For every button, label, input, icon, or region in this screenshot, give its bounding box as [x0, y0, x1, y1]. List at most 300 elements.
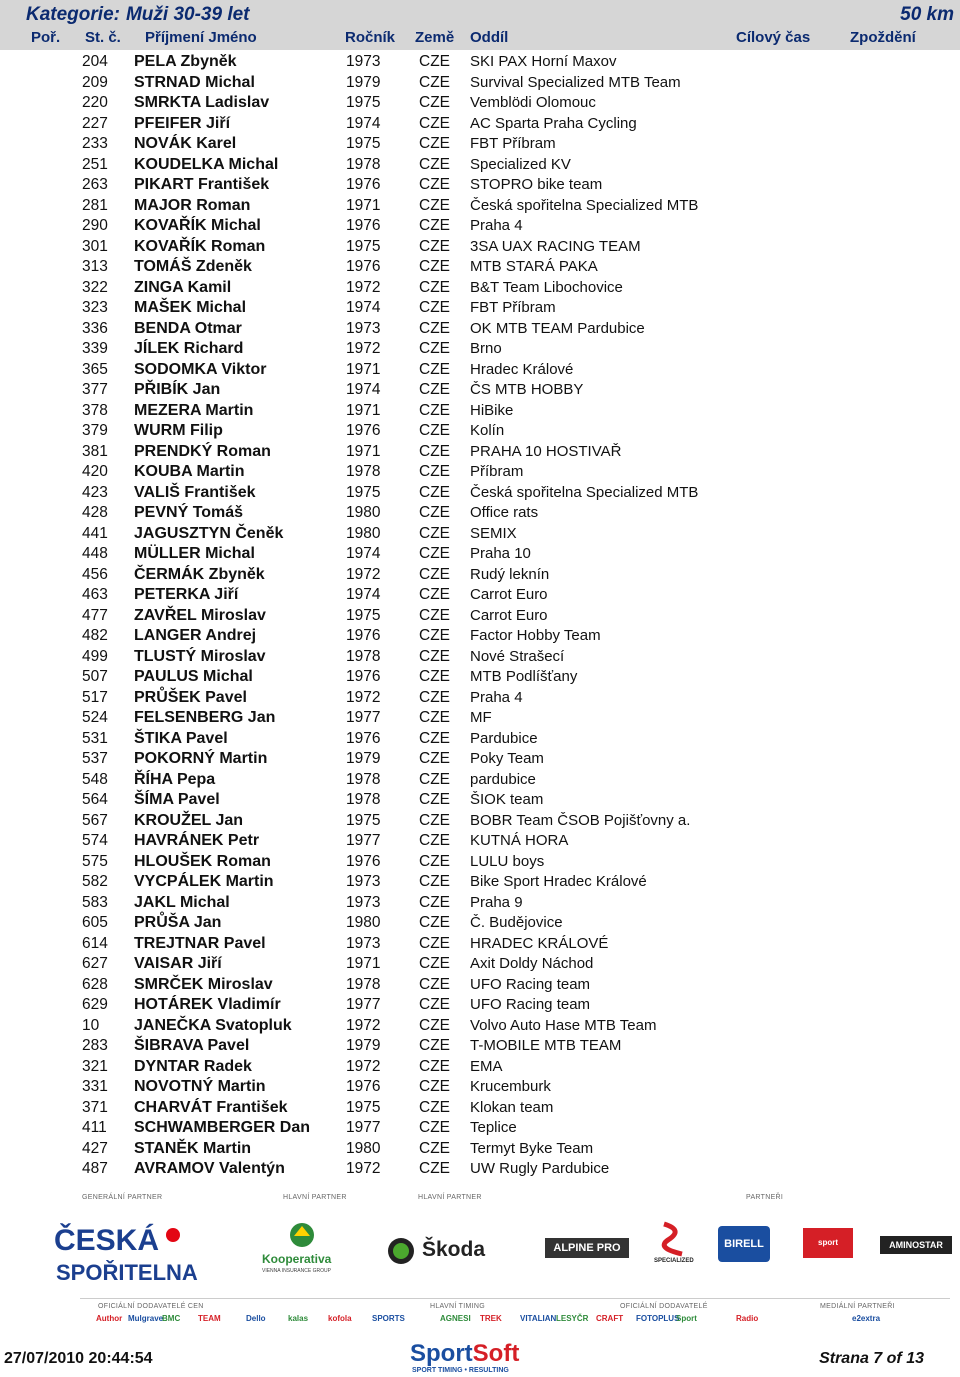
year-cell: 1976: [346, 1078, 381, 1095]
partners-label: PARTNEŘI: [746, 1194, 784, 1201]
name-cell: SODOMKA Viktor: [134, 360, 267, 378]
country-cell: CZE: [419, 196, 450, 214]
country-cell: CZE: [419, 401, 450, 419]
club-cell: STOPRO bike team: [470, 176, 603, 193]
name-cell: POKORNÝ Martin: [134, 750, 268, 767]
table-row: [0, 606, 960, 627]
name-cell: PFEIFER Jiří: [134, 114, 231, 132]
table-row: [0, 667, 960, 688]
year-cell: 1976: [346, 422, 381, 439]
year-cell: 1977: [346, 709, 381, 726]
name-cell: MAŠEK Michal: [134, 299, 247, 316]
country-cell: CZE: [419, 176, 450, 193]
table-row: [0, 626, 960, 647]
club-cell: Rudý leknín: [470, 565, 550, 583]
col-club: Oddíl: [470, 29, 509, 46]
name-cell: PRŮŠEK Pavel: [134, 688, 247, 706]
country-cell: CZE: [419, 852, 450, 870]
year-cell: 1976: [346, 668, 381, 685]
bib-cell: 365: [82, 360, 108, 378]
year-cell: 1980: [346, 1139, 381, 1157]
bib-cell: 381: [82, 442, 108, 460]
club-cell: Termyt Byke Team: [470, 1139, 594, 1157]
year-cell: 1972: [346, 1160, 381, 1177]
country-cell: CZE: [419, 606, 450, 624]
bib-cell: 537: [82, 750, 108, 767]
bib-cell: 313: [82, 258, 108, 275]
distance: 50 km: [900, 4, 954, 25]
sponsor-divider: [80, 1298, 950, 1299]
col-name: Příjmení Jméno: [145, 29, 257, 46]
table-row: [0, 729, 960, 750]
official-supplier-label: OFICIÁLNÍ DODAVATELÉ CEN: [98, 1303, 204, 1310]
year-cell: 1977: [346, 832, 381, 849]
table-row: [0, 749, 960, 770]
sponsor-area: [0, 1190, 960, 1330]
country-cell: CZE: [419, 524, 450, 542]
table-row: [0, 811, 960, 832]
country-cell: CZE: [419, 1037, 450, 1054]
bib-cell: 499: [82, 647, 108, 665]
table-row: [0, 565, 960, 586]
year-cell: 1972: [346, 565, 381, 583]
club-cell: SEMIX: [470, 524, 517, 542]
kooperativa-text: Kooperativa: [262, 1252, 332, 1266]
country-cell: CZE: [419, 319, 450, 337]
table-row: [0, 708, 960, 729]
year-cell: 1972: [346, 1057, 381, 1075]
club-cell: ŠIOK team: [470, 791, 544, 808]
club-cell: UFO Racing team: [470, 975, 591, 993]
country-cell: CZE: [419, 586, 450, 603]
club-cell: Specialized KV: [470, 155, 571, 173]
results-table: [0, 52, 960, 1180]
year-cell: 1979: [346, 1037, 381, 1054]
col-delay: Zpoždění: [850, 29, 916, 46]
page-number: Strana 7 of 13: [819, 1350, 924, 1367]
club-cell: Nové Strašecí: [470, 647, 565, 665]
bib-cell: 487: [82, 1160, 108, 1177]
name-cell: KOUBA Martin: [134, 463, 245, 480]
club-cell: Příbram: [470, 463, 524, 480]
bib-cell: 629: [82, 996, 108, 1013]
club-cell: Poky Team: [470, 750, 544, 767]
year-cell: 1974: [346, 114, 381, 132]
name-cell: TOMÁŠ Zdeněk: [134, 258, 252, 275]
small-sponsor-logo: e2extra: [852, 1314, 881, 1323]
name-cell: WURM Filip: [134, 422, 223, 439]
table-row: [0, 257, 960, 278]
bib-cell: 10: [82, 1016, 100, 1034]
table-row: [0, 421, 960, 442]
small-sponsor-logo: Mulgrave: [128, 1314, 164, 1323]
country-cell: CZE: [419, 1139, 450, 1157]
name-cell: JAGUSZTYN Čeněk: [134, 524, 284, 542]
name-cell: ŠÍMA Pavel: [134, 791, 220, 808]
year-cell: 1976: [346, 852, 381, 870]
name-cell: TREJTNAR Pavel: [134, 934, 266, 952]
club-cell: Survival Specialized MTB Team: [470, 73, 681, 91]
small-sponsor-logo: VITALIAN: [520, 1314, 557, 1323]
small-sponsor-logo: TREK: [480, 1314, 502, 1323]
year-cell: 1980: [346, 914, 381, 931]
year-cell: 1976: [346, 176, 381, 193]
table-row: [0, 401, 960, 422]
bib-cell: 423: [82, 483, 108, 501]
country-cell: CZE: [419, 750, 450, 767]
name-cell: ŠIBRAVA Pavel: [134, 1037, 250, 1054]
table-row: [0, 770, 960, 791]
name-cell: HOTÁREK Vladimír: [134, 996, 281, 1013]
club-cell: Praha 9: [470, 893, 523, 911]
kooperativa-emblem: [282, 1220, 322, 1250]
club-cell: Krucemburk: [470, 1078, 551, 1095]
bib-cell: 323: [82, 299, 108, 316]
table-row: [0, 1057, 960, 1078]
table-row: [0, 360, 960, 381]
ceska-sporitelna-logo: [54, 1224, 224, 1294]
sportsoft-text-2: Soft: [472, 1340, 520, 1367]
club-cell: SKI PAX Horní Maxov: [470, 53, 617, 70]
club-cell: AC Sparta Praha Cycling: [470, 114, 637, 132]
col-position: Poř.: [31, 29, 61, 46]
table-row: [0, 175, 960, 196]
country-cell: CZE: [419, 1098, 450, 1116]
name-cell: MAJOR Roman: [134, 196, 251, 214]
year-cell: 1976: [346, 627, 381, 644]
name-cell: PEVNÝ Tomáš: [134, 504, 244, 521]
year-cell: 1979: [346, 73, 381, 91]
bib-cell: 420: [82, 463, 108, 480]
year-cell: 1972: [346, 688, 381, 706]
name-cell: PAULUS Michal: [134, 668, 253, 685]
table-row: [0, 73, 960, 94]
year-cell: 1971: [346, 442, 381, 460]
year-cell: 1976: [346, 258, 381, 275]
year-cell: 1972: [346, 340, 381, 357]
club-cell: T-MOBILE MTB TEAM: [470, 1037, 622, 1054]
club-cell: ČS MTB HOBBY: [470, 381, 584, 398]
table-row: [0, 483, 960, 504]
table-row: [0, 134, 960, 155]
name-cell: TLUSTÝ Miroslav: [134, 647, 266, 665]
table-row: [0, 442, 960, 463]
country-cell: CZE: [419, 545, 450, 562]
general-partner-label: GENERÁLNÍ PARTNER: [82, 1194, 163, 1201]
bib-cell: 322: [82, 278, 108, 296]
year-cell: 1978: [346, 647, 381, 665]
table-row: [0, 893, 960, 914]
country-cell: CZE: [419, 791, 450, 808]
table-row: [0, 278, 960, 299]
print-timestamp: 27/07/2010 20:44:54: [4, 1350, 153, 1367]
bib-cell: 482: [82, 627, 108, 644]
year-cell: 1971: [346, 401, 381, 419]
table-row: [0, 216, 960, 237]
year-cell: 1974: [346, 586, 381, 603]
bib-cell: 575: [82, 852, 108, 870]
name-cell: FELSENBERG Jan: [134, 709, 276, 726]
club-cell: LULU boys: [470, 852, 545, 870]
country-cell: CZE: [419, 53, 450, 70]
year-cell: 1972: [346, 1016, 381, 1034]
bib-cell: 583: [82, 893, 108, 911]
table-row: [0, 934, 960, 955]
year-cell: 1973: [346, 873, 381, 890]
year-cell: 1978: [346, 770, 381, 788]
year-cell: 1975: [346, 1098, 381, 1116]
name-cell: PIKART František: [134, 176, 270, 193]
bib-cell: 427: [82, 1139, 108, 1157]
country-cell: CZE: [419, 893, 450, 911]
country-cell: CZE: [419, 114, 450, 132]
bib-cell: 321: [82, 1057, 108, 1075]
country-cell: CZE: [419, 832, 450, 849]
small-sponsor-logo: Sport: [676, 1314, 697, 1323]
club-cell: HiBike: [470, 401, 514, 419]
page-footer: [0, 1340, 960, 1377]
bib-cell: 448: [82, 545, 108, 562]
category-value: Muži 30-39 let: [125, 4, 250, 25]
year-cell: 1971: [346, 955, 381, 972]
bib-cell: 233: [82, 135, 108, 152]
country-cell: CZE: [419, 1078, 450, 1095]
year-cell: 1972: [346, 278, 381, 296]
table-row: [0, 954, 960, 975]
column-headers: [0, 29, 960, 47]
kooperativa-sub: VIENNA INSURANCE GROUP: [262, 1268, 331, 1274]
name-cell: STANĚK Martin: [134, 1139, 252, 1157]
country-cell: CZE: [419, 73, 450, 91]
club-cell: Praha 4: [470, 688, 523, 706]
country-cell: CZE: [419, 709, 450, 726]
bib-cell: 411: [82, 1119, 107, 1136]
club-cell: Vemblödi Olomouc: [470, 94, 596, 111]
bib-cell: 477: [82, 606, 108, 624]
bib-cell: 339: [82, 340, 108, 357]
bib-cell: 331: [82, 1078, 108, 1095]
name-cell: KROUŽEL Jan: [134, 811, 244, 829]
club-cell: PRAHA 10 HOSTIVAŘ: [470, 442, 622, 460]
col-country: Země: [415, 29, 455, 46]
country-cell: CZE: [419, 340, 450, 357]
bib-cell: 567: [82, 811, 108, 829]
club-cell: BOBR Team ČSOB Pojišťovny a.: [470, 811, 691, 829]
country-cell: CZE: [419, 565, 450, 583]
name-cell: HLOUŠEK Roman: [134, 852, 271, 870]
year-cell: 1973: [346, 53, 381, 70]
name-cell: NOVOTNÝ Martin: [134, 1078, 266, 1095]
club-cell: MF: [470, 709, 492, 726]
main-partner-label-2: HLAVNÍ PARTNER: [418, 1194, 482, 1201]
bib-cell: 524: [82, 709, 108, 726]
year-cell: 1971: [346, 196, 381, 214]
name-cell: CHARVÁT František: [134, 1098, 288, 1116]
club-cell: OK MTB TEAM Pardubice: [470, 319, 645, 337]
bib-cell: 263: [82, 176, 108, 193]
year-cell: 1975: [346, 135, 381, 152]
bib-cell: 441: [82, 524, 108, 542]
bib-cell: 428: [82, 504, 108, 521]
club-cell: pardubice: [470, 770, 536, 788]
bib-cell: 377: [82, 381, 108, 398]
year-cell: 1974: [346, 381, 381, 398]
ceska-logo-line2: SPOŘITELNA: [56, 1260, 198, 1285]
bib-cell: 517: [82, 688, 108, 706]
year-cell: 1978: [346, 975, 381, 993]
country-cell: CZE: [419, 258, 450, 275]
table-row: [0, 647, 960, 668]
bib-cell: 574: [82, 832, 108, 849]
country-cell: CZE: [419, 873, 450, 890]
table-row: [0, 93, 960, 114]
country-cell: CZE: [419, 94, 450, 111]
name-cell: HAVRÁNEK Petr: [134, 832, 260, 849]
bib-cell: 378: [82, 401, 108, 419]
bib-cell: 379: [82, 422, 108, 439]
small-sponsor-logo: SPORTS: [372, 1314, 405, 1323]
country-cell: CZE: [419, 504, 450, 521]
year-cell: 1973: [346, 934, 381, 952]
name-cell: LANGER Andrej: [134, 627, 257, 644]
country-cell: CZE: [419, 647, 450, 665]
country-cell: CZE: [419, 422, 450, 439]
col-year: Ročník: [345, 29, 396, 46]
country-cell: CZE: [419, 278, 450, 296]
year-cell: 1978: [346, 155, 381, 173]
table-row: [0, 852, 960, 873]
club-cell: Česká spořitelna Specialized MTB: [470, 196, 698, 214]
club-cell: FBT Příbram: [470, 135, 556, 152]
name-cell: MEZERA Martin: [134, 401, 254, 419]
specialized-text: SPECIALIZED: [654, 1258, 694, 1264]
country-cell: CZE: [419, 463, 450, 480]
club-cell: KUTNÁ HORA: [470, 832, 569, 849]
name-cell: PETERKA Jiří: [134, 586, 239, 603]
club-cell: Carrot Euro: [470, 586, 548, 603]
country-cell: CZE: [419, 1016, 450, 1034]
table-row: [0, 237, 960, 258]
category-label: Kategorie:: [26, 4, 120, 25]
bib-cell: 463: [82, 586, 108, 603]
club-cell: Č. Budějovice: [470, 914, 563, 931]
table-row: [0, 524, 960, 545]
country-cell: CZE: [419, 442, 450, 460]
year-cell: 1973: [346, 893, 381, 911]
name-cell: NOVÁK Karel: [134, 135, 237, 152]
club-cell: MTB STARÁ PAKA: [470, 258, 598, 275]
table-row: [0, 155, 960, 176]
country-cell: CZE: [419, 811, 450, 829]
country-cell: CZE: [419, 934, 450, 952]
skoda-emblem: [386, 1236, 416, 1266]
table-row: [0, 975, 960, 996]
club-cell: UW Rugly Pardubice: [470, 1160, 610, 1177]
name-cell: ZINGA Kamil: [134, 278, 232, 296]
small-sponsor-logo: kalas: [288, 1314, 309, 1323]
club-cell: Kolín: [470, 422, 505, 439]
club-cell: 3SA UAX RACING TEAM: [470, 237, 641, 255]
country-cell: CZE: [419, 668, 450, 685]
name-cell: ŠTIKA Pavel: [134, 729, 228, 747]
name-cell: SMRKTA Ladislav: [134, 94, 270, 111]
skoda-logo: [386, 1234, 486, 1274]
club-cell: Pardubice: [470, 729, 538, 747]
small-sponsor-logo: Dello: [246, 1314, 266, 1323]
year-cell: 1975: [346, 606, 381, 624]
year-cell: 1976: [346, 217, 381, 234]
name-cell: VALIŠ František: [134, 483, 256, 501]
official-partner-label: OFICIÁLNÍ DODAVATELÉ: [620, 1303, 708, 1310]
official-timing-label: HLAVNÍ TIMING: [430, 1303, 485, 1310]
name-cell: ZAVŘEL Miroslav: [134, 606, 266, 624]
club-cell: Brno: [470, 340, 502, 357]
name-cell: AVRAMOV Valentýn: [134, 1160, 285, 1177]
year-cell: 1974: [346, 299, 381, 316]
club-cell: Factor Hobby Team: [470, 627, 601, 644]
name-cell: PŘIBÍK Jan: [134, 381, 221, 398]
name-cell: PRENDKÝ Roman: [134, 442, 271, 460]
bib-cell: 582: [82, 873, 108, 890]
alpine-pro-logo: ALPINE PRO: [545, 1238, 629, 1258]
country-cell: CZE: [419, 688, 450, 706]
name-cell: VYCPÁLEK Martin: [134, 873, 274, 890]
club-cell: Česká spořitelna Specialized MTB: [470, 483, 698, 501]
club-cell: Klokan team: [470, 1098, 554, 1116]
country-cell: CZE: [419, 996, 450, 1013]
country-cell: CZE: [419, 217, 450, 234]
country-cell: CZE: [419, 955, 450, 972]
country-cell: CZE: [419, 1160, 450, 1177]
year-cell: 1973: [346, 319, 381, 337]
country-cell: CZE: [419, 770, 450, 788]
year-cell: 1978: [346, 791, 381, 808]
table-row: [0, 544, 960, 565]
bib-cell: 627: [82, 955, 108, 972]
bib-cell: 204: [82, 53, 108, 70]
table-row: [0, 831, 960, 852]
club-cell: B&T Team Libochovice: [470, 278, 623, 296]
country-cell: CZE: [419, 237, 450, 255]
bib-cell: 371: [82, 1098, 108, 1116]
media-partner-label: MEDIÁLNÍ PARTNEŘI: [820, 1303, 895, 1310]
ceska-logo-line1: ČESKÁ: [54, 1224, 160, 1257]
table-row: [0, 1159, 960, 1180]
table-row: [0, 1139, 960, 1160]
club-cell: Hradec Králové: [470, 360, 574, 378]
name-cell: DYNTAR Radek: [134, 1057, 252, 1075]
main-partner-label-1: HLAVNÍ PARTNER: [283, 1194, 347, 1201]
table-row: [0, 339, 960, 360]
category-title: [26, 4, 250, 26]
country-cell: CZE: [419, 299, 450, 316]
country-cell: CZE: [419, 627, 450, 644]
club-cell: Volvo Auto Hase MTB Team: [470, 1016, 657, 1034]
club-cell: FBT Příbram: [470, 299, 556, 316]
bib-cell: 290: [82, 217, 108, 234]
table-row: [0, 1098, 960, 1119]
year-cell: 1974: [346, 545, 381, 562]
club-cell: Carrot Euro: [470, 606, 548, 624]
sportsoft-sub: SPORT TIMING • RESULTING: [412, 1367, 509, 1374]
results-header: [0, 0, 960, 50]
bib-cell: 456: [82, 565, 108, 583]
year-cell: 1975: [346, 94, 381, 111]
bib-cell: 281: [82, 196, 108, 214]
name-cell: SMRČEK Miroslav: [134, 975, 273, 993]
small-sponsor-logo: FOTOPLUS: [636, 1314, 680, 1323]
table-row: [0, 380, 960, 401]
